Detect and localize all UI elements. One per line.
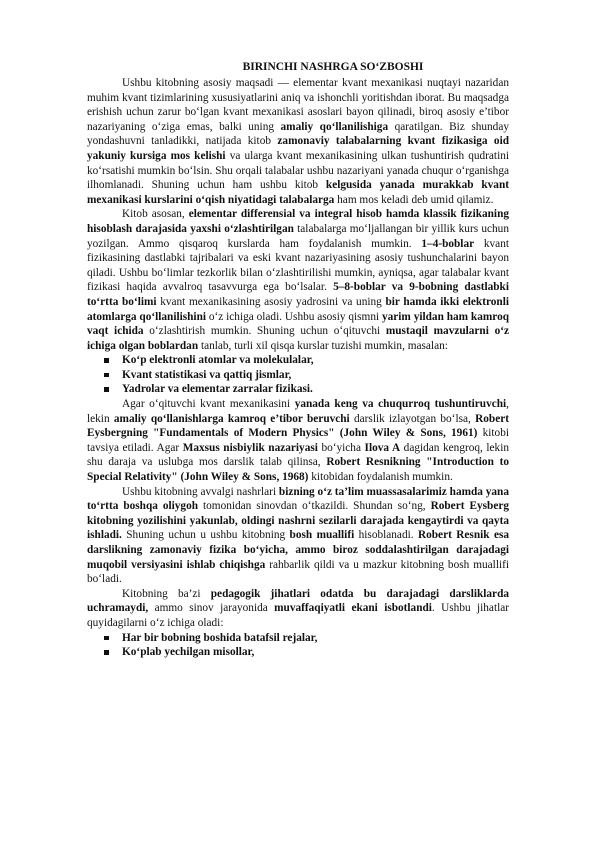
bold-text-run: kelgusida yanada murakkab kvant mexanikasi kurslarini o‘qish niyatidagi talabalarga <box>87 179 509 206</box>
paragraph-2 <box>87 207 509 353</box>
paragraph-4 <box>87 485 509 587</box>
text-run: va ularga kvant mexanikasining ulkan tushuntirish qudratini ko‘rsatishi mumkin bo‘lsin. Shu orqali talabalar ushbu nazariyani yanada chuqur o‘rganishga ilhomlanadi. Shuning uchun ham ushbu kitob <box>87 149 509 192</box>
text-run: kitobidan foydalanish mumkin. <box>308 471 453 484</box>
bold-text-run: bir hamda ikki elektronli atomlarga qo‘llanilishini <box>87 295 509 323</box>
document-page <box>87 60 509 660</box>
text-run: kitobi tavsiya etiladi. Agar <box>87 427 509 454</box>
text-run: , lekin <box>87 398 509 425</box>
bold-text-run: amaliy qo‘llanishlarga kamroq e’tibor beruvchi <box>113 412 350 425</box>
bold-text-run: yarim yildan ham kamroq vaqt ichida <box>87 310 509 338</box>
text-run: ham mos keladi deb umid qilamiz. <box>334 193 494 206</box>
list-item: Har bir bobning boshida batafsil rejalar, <box>87 631 509 646</box>
bold-text-run: bosh muallifi <box>289 529 355 542</box>
bullet-list-2 <box>87 631 509 660</box>
bold-text-run: muvaffaqiyatli ekani isbotlandi <box>274 602 432 615</box>
text-run: ammo sinov jarayonida <box>148 602 275 615</box>
bold-text-run: bizning o‘z ta’lim muassasalarimiz hamda yana to‘rtta boshqa oliygoh <box>87 485 509 513</box>
bold-text-run: pedagogik jihatlari odatda bu darajadagi darsliklarda uchramaydi, <box>87 587 509 615</box>
text-run: o‘zlashtirish mumkin. Shuning uchun o‘qituvchi <box>143 325 386 338</box>
bold-text-run: zamonaviy talabalarning kvant fizikasiga oid yakuniy kursiga mos kelishi <box>87 135 509 162</box>
list-item: Yadrolar va elementar zarralar fizikasi. <box>87 382 509 397</box>
page-title: BIRINCHI NASHRGA SO‘ZBOSHI <box>242 61 424 73</box>
text-run: tomonidan sinovdan o‘tkazildi. Shundan so‘ng, <box>198 500 431 513</box>
text-run: talabalarga mo‘ljallangan bir yillik kurs uchun yozilgan. Ammo qisqaroq kurslarda ham foydalanish mumkin. <box>87 222 509 250</box>
bold-text-run: Robert Resnik esa darslikning zamonaviy fizika bo‘yicha, ammo biroz soddalashtirilgan darajadagi muqobil versiyasini ishlab chiqishga <box>87 529 509 571</box>
bold-text-run: Robert Eysbergning "Fundamentals of Modern Physics" (John Wiley & Sons, 1961) <box>87 412 509 440</box>
list-item: Ko‘plab yechilgan misollar, <box>87 645 509 660</box>
bold-text-run: 1–4-boblar <box>421 237 475 250</box>
text-run: kvant mexanikasining asosiy yadrosini va uning <box>156 295 386 308</box>
bold-text-run: yanada keng va chuqurroq tushuntiruvchi <box>294 398 507 411</box>
text-run: . Ushbu jihatlar quyidagilarni o‘z ichiga oladi: <box>87 602 510 629</box>
bold-text-run: Robert Resnikning "Introduction to Special Relativity" (John Wiley & Sons, 1968) <box>87 456 509 484</box>
text-run: kvant fizikasining dastlabki tajribalari va eski kvant nazariyasining asosiy tushunchalarini bayon qiladi. Ushbu bo‘limlar tezkorlik bilan o‘zlashtirilishi mumkin, ayniqsa, agar talabalar kvant fizikasi haqida avvalroq tasavvurga ega bo‘lsalar. <box>87 237 509 294</box>
text-run: darslik izlayotgan bo‘lsa, <box>349 412 476 425</box>
paragraph-5 <box>87 587 509 631</box>
bold-text-run: 5–8-boblar va 9-bobning dastlabki to‘rtta bo‘limi <box>87 281 509 308</box>
text-run: Kitobning ba’zi <box>122 587 211 600</box>
bold-text-run: Maxsus nisbiylik nazariyasi <box>182 441 318 454</box>
text-run: rahbarlik qildi va u mazkur kitobning bosh muallifi bo‘ladi. <box>87 558 509 586</box>
paragraph-1 <box>87 76 509 207</box>
list-item: Ko‘p elektronli atomlar va molekulalar, <box>87 353 509 368</box>
bold-text-run: Ilova A <box>364 441 401 454</box>
text-run: o‘z ichiga oladi. Ushbu asosiy qismni <box>206 310 382 323</box>
bold-text-run: elementar differensial va integral hisob hamda klassik fizikaning hisoblash darajasida yaxshi o‘zlashtirilgan <box>87 208 509 235</box>
text-run: qaratilgan. Biz shunday yondashuvni tanladikki, natijada kitob <box>87 120 509 148</box>
text-run: tanlab, turli xil qisqa kurslar tuzishi mumkin, masalan: <box>198 339 448 352</box>
bold-text-run: amaliy qo‘llanilishiga <box>280 120 389 133</box>
text-run: Ushbu kitobning avvalgi nashrlari <box>122 485 279 498</box>
text-run: Agar o‘qituvchi kvant mexanikasini <box>122 398 295 411</box>
text-run: Ushbu kitobning asosiy maqsadi — elementar kvant mexanikasi nuqtayi nazaridan muhim kvant tizimlarining xususiyatlarini aniq va ishonchli yoritishdan iborat. Bu maqsadga erishish uchun zarur bo‘lgan kvant mexanikasi asoslari bayon qilinadi, biroq asosiy e’tibor nazariyaning o‘ziga emas, balki uning <box>87 77 509 133</box>
text-run: Kitob asosan, <box>122 208 189 221</box>
list-item: Kvant statistikasi va qattiq jismlar, <box>87 368 509 383</box>
bullet-list-1 <box>87 353 509 397</box>
text-run: bo‘yicha <box>317 441 365 454</box>
text-run: dagidan kengroq, lekin shu daraja va uslubga mos darslik talab qilinsa, <box>87 441 509 469</box>
text-run: Shuning uchun u ushbu kitobning <box>121 529 290 542</box>
paragraph-3 <box>87 397 509 485</box>
text-run: hisoblanadi. <box>354 529 418 542</box>
bold-text-run: Robert Eysberg kitobning yozilishini yakunlab, oldingi nashrni sezilarli darajada kengaytirdi va qayta ishladi. <box>87 500 509 542</box>
bold-text-run: mustaqil mavzularni o‘z ichiga olgan boblardan <box>87 325 509 352</box>
